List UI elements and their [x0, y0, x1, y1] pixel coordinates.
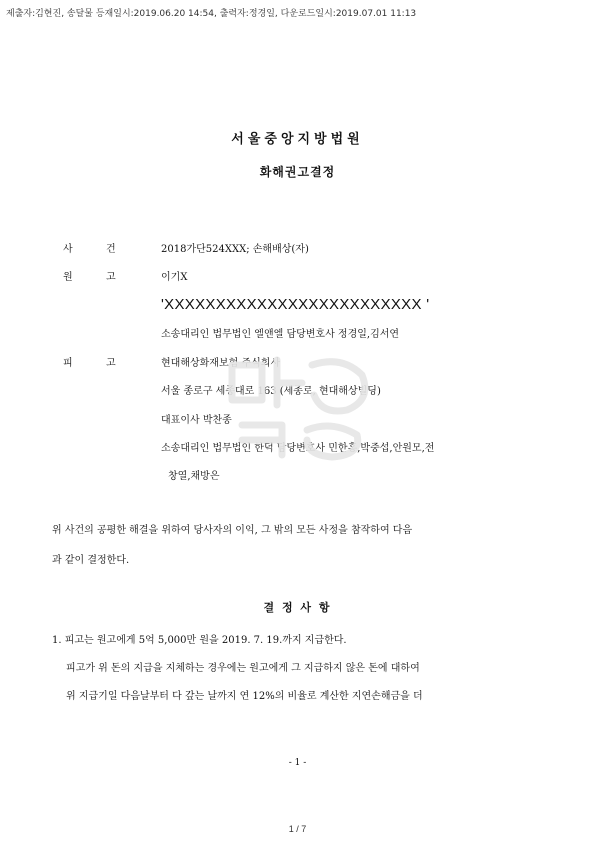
plaintiff-label-1: 원	[63, 272, 73, 283]
defendant-name: 현대해상화재보험 주식회사	[161, 358, 281, 369]
defendant-counsel-line-2: 창열,채방은	[168, 471, 220, 482]
page-number: - 1 -	[288, 758, 307, 768]
plaintiff-label-2: 고	[106, 272, 116, 283]
defendant-ceo: 대표이사 박찬종	[161, 415, 232, 426]
document-title: 화해권고결정	[259, 165, 336, 179]
decision-item-1-cont-1: 피고가 위 돈의 지급을 지체하는 경우에는 원고에게 그 지급하지 않은 돈에 대하여	[66, 663, 420, 674]
plaintiff-name: 이기X	[161, 272, 188, 283]
defendant-address: 서울 종로구 세종대로 163 (세종로, 현대해상빌딩)	[161, 386, 381, 397]
page-count: 1 / 7	[288, 824, 307, 834]
decision-item-1: 1. 피고는 원고에게 5억 5,000만 원을 2019. 7. 19.까지 지급한다.	[52, 635, 347, 646]
case-label-1: 사	[63, 244, 73, 255]
case-number: 2018가단524XXX; 손해배상(자)	[161, 244, 309, 255]
decision-item-1-cont-2: 위 지급기일 다음날부터 다 갚는 날까지 연 12%의 비율로 계산한 지연손해금을 더	[66, 691, 423, 702]
defendant-label-1: 피	[63, 358, 73, 369]
defendant-counsel-line-1: 소송대리인 법무법인 한덕 담당변호사 민한홍,박중섭,안원모,전	[161, 443, 435, 454]
intro-line-1: 위 사건의 공평한 해결을 위하여 당사자의 이익, 그 밖의 모든 사정을 참작하여 다음	[52, 525, 413, 536]
defendant-label-2: 고	[106, 358, 116, 369]
plaintiff-redacted-address: 'XXXXXXXXXXXXXXXXXXXXXXXXX '	[161, 296, 430, 313]
section-title: 결 정 사 항	[263, 601, 332, 614]
document-header-meta: 제출자:김현진, 송달물 등재일시:2019.06.20 14:54, 출력자:정경일, 다운로드일시:2019.07.01 11:13	[6, 9, 417, 19]
case-label-2: 건	[106, 244, 116, 255]
intro-line-2: 과 같이 결정한다.	[52, 555, 130, 566]
plaintiff-counsel: 소송대리인 법무법인 엘앤엘 담당변호사 정경일,김서연	[161, 329, 400, 340]
court-name: 서울중앙지방법원	[231, 132, 364, 147]
